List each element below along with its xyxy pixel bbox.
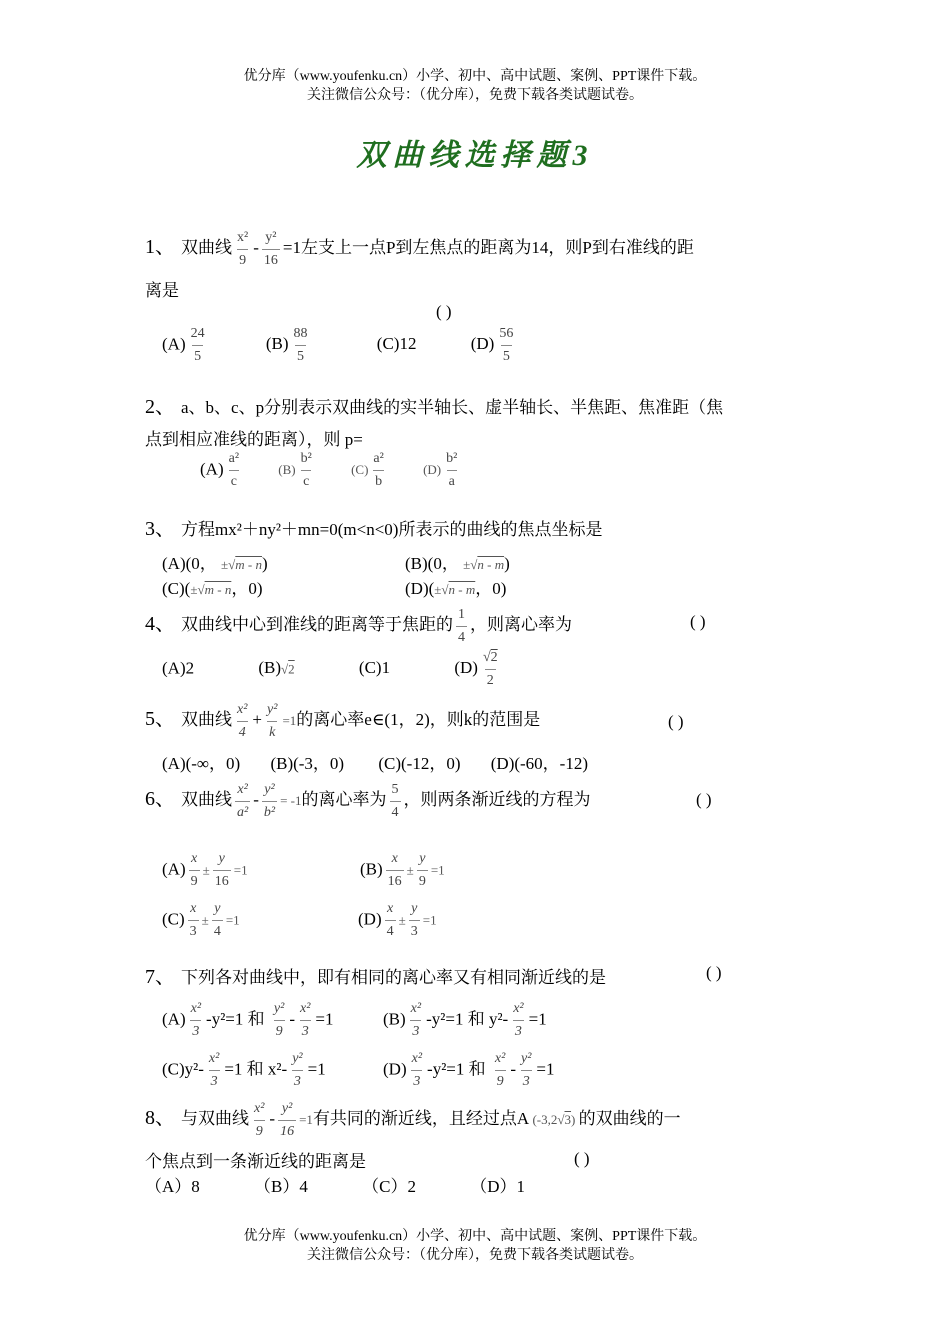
question-1-line-1: 1、 双曲线 $\frac{\text{x²}}{9}$ - $\frac{\text{y²}}{16}$ =1左支上一点P到左焦点的距离为14，则P到右准线的距: [145, 229, 694, 268]
question-6-line-1: 6、 双曲线 $\frac{\text{x²}}{\text{a²}}$ - $\frac{\text{y²}}{\text{b²}}$ = -1的离心率为 $\frac{5}{4}$ ，则两条渐近线的方程为: [145, 781, 591, 820]
question-7-option-b: (B) $\frac{\text{x²}}{3}$ -y²=1 和 y²- $\frac{\text{x²}}{3}$ =1: [383, 1001, 547, 1039]
question-3-option-c: (C)(±√m - n，0): [162, 579, 263, 598]
answer-paren-7: ( ): [706, 963, 722, 982]
question-3-option-d: (D)(±√n - m，0): [405, 579, 507, 598]
page-title: 双曲线选择题3: [356, 139, 594, 172]
question-5-line-1: 5、 双曲线 $\frac{\text{x²}}{4}$ + $\frac{\text{y²}}{k}$ =1的离心率e∈(1，2)，则k的范围是: [145, 701, 541, 740]
footer-line-1: 优分库（www.youfenku.cn）小学、初中、高中试题、案例、PPT课件下载。: [243, 1229, 707, 1244]
question-2-line-1: 2、 a、b、c、p分别表示双曲线的实半轴长、虚半轴长、半焦距、焦准距（焦: [145, 396, 724, 418]
answer-paren-5: ( ): [668, 712, 684, 731]
question-7-option-d: (D) $\frac{\text{x²}}{3}$ -y²=1 和 $\frac{\text{x²}}{9}$ - $\frac{\text{y²}}{3}$ =1: [383, 1051, 555, 1089]
header-line-2: 关注微信公众号：（优分库），免费下载各类试题试卷。: [307, 88, 643, 103]
question-6-option-d: (D) $\frac{x}{4}$ ± $\frac{y}{3}$ =1: [358, 901, 437, 939]
question-8-options: （A）8 （B）4 （C）2 （D）1: [145, 1177, 525, 1196]
answer-paren-6: ( ): [696, 790, 712, 809]
footer-line-2: 关注微信公众号：（优分库），免费下载各类试题试卷。: [307, 1248, 643, 1263]
question-8-line-2: 个焦点到一条渐近线的距离是: [145, 1152, 366, 1171]
question-2-options: (A) $\frac{\text{a²}}{c}$ (B) $\frac{\text{b²}}{c}$ (C) $\frac{\text{a²}}{b}$ (D) $\frac{\text{b²}}{a}$: [200, 451, 458, 489]
question-3-option-b: (B)(0， ±√n - m): [405, 554, 510, 573]
question-8-line-1: 8、 与双曲线 $\frac{\text{x²}}{9}$ - $\frac{\text{y²}}{16}$ =1有共同的渐近线，且经过点A (-3,2√3) 的双曲线的一: [145, 1100, 681, 1139]
question-1-options: (A) $\frac{24}{5}$ (B) $\frac{88}{5}$ (C)12 (D) $\frac{56}{5}$: [162, 326, 514, 364]
question-4-options: (A)2 (B)√2 (C)1 (D) $\frac{√2}{2}$: [162, 650, 498, 688]
answer-paren-4: ( ): [690, 612, 706, 631]
question-7-option-a: (A) $\frac{\text{x²}}{3}$ -y²=1 和 $\frac{\text{y²}}{9}$ - $\frac{\text{x²}}{3}$ =1: [162, 1001, 334, 1039]
question-7-line-1: 7、 下列各对曲线中，即有相同的离心率又有相同渐近线的是: [145, 966, 606, 988]
answer-paren-1: ( ): [436, 302, 452, 321]
question-2-line-2: 点到相应准线的距离），则 p=: [145, 430, 363, 449]
answer-paren-8: ( ): [574, 1149, 590, 1168]
question-5-options: (A)(-∞，0) (B)(-3，0) (C)(-12，0) (D)(-60，-12): [162, 754, 589, 773]
header-line-1: 优分库（www.youfenku.cn）小学、初中、高中试题、案例、PPT课件下载。: [243, 69, 707, 84]
question-6-option-b: (B) $\frac{x}{16}$ ± $\frac{y}{9}$ =1: [360, 851, 445, 889]
question-3-line-1: 3、 方程mx²＋ny²＋mn=0(m<n<0)所表示的曲线的焦点坐标是: [145, 518, 603, 540]
question-3-option-a: (A)(0， ±√m - n): [162, 554, 268, 573]
question-7-option-c: (C)y²- $\frac{\text{x²}}{3}$ =1 和 x²- $\frac{\text{y²}}{3}$ =1: [162, 1051, 326, 1089]
question-6-option-a: (A) $\frac{x}{9}$ ± $\frac{y}{16}$ =1: [162, 851, 248, 889]
question-1-line-2: 离是: [145, 281, 179, 300]
question-4-line-1: 4、 双曲线中心到准线的距离等于焦距的 $\frac{1}{4}$ ，则离心率为: [145, 606, 572, 645]
question-6-option-c: (C) $\frac{x}{3}$ ± $\frac{y}{4}$ =1: [162, 901, 240, 939]
